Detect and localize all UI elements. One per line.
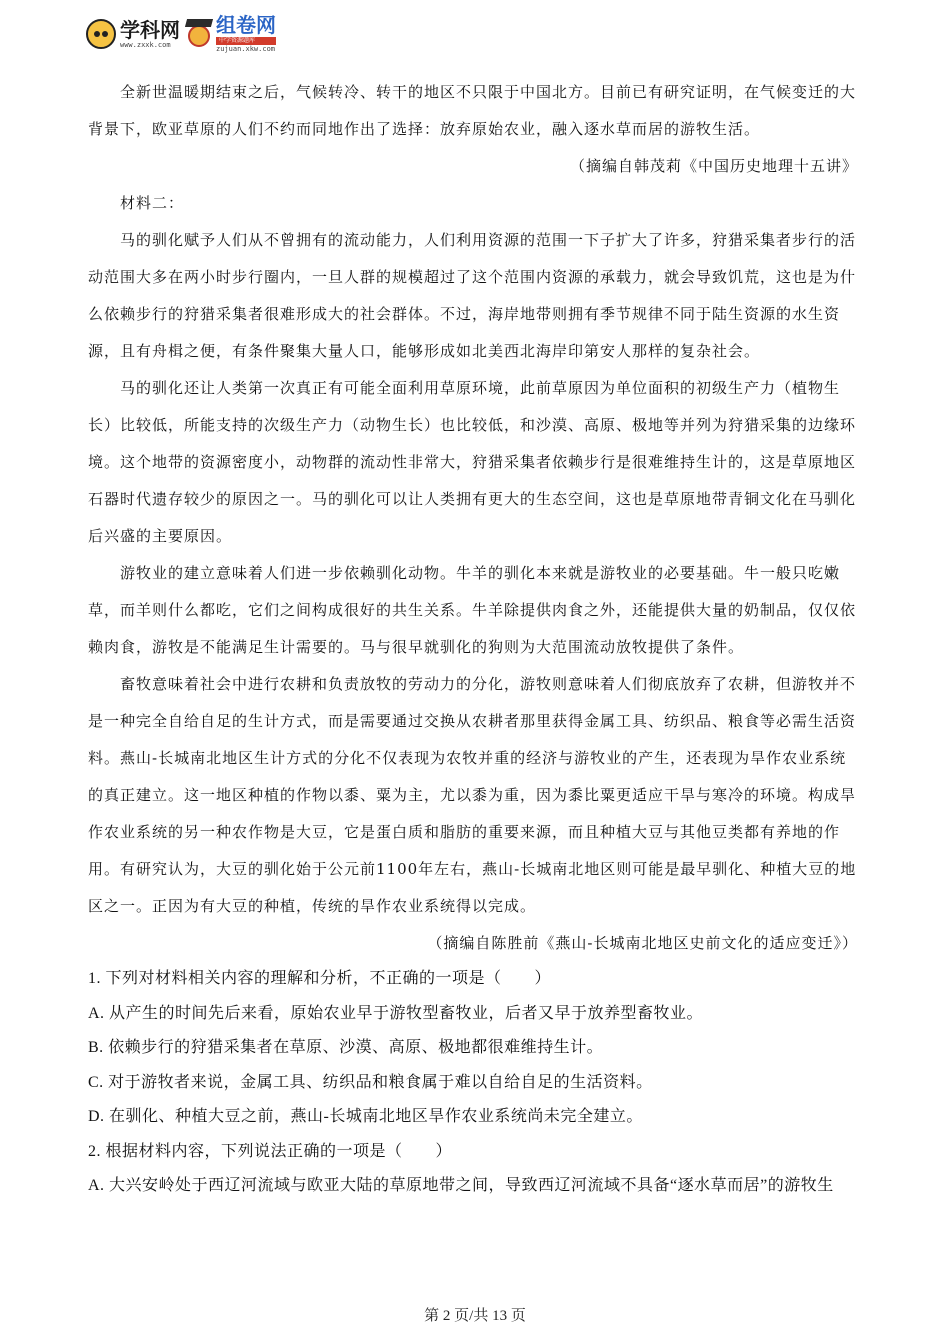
question-2-option-a: A. 大兴安岭处于西辽河流域与欧亚大陆的草原地带之间，导致西辽河流域不具备“逐水草而居”的游牧生 xyxy=(88,1177,834,1194)
logo-zujuan-url: zujuan.xkw.com xyxy=(216,45,276,53)
question-2-stem: 2. 根据材料内容，下列说法正确的一项是（ ） xyxy=(88,1142,453,1160)
logo-zujuan xyxy=(216,15,276,53)
page-header xyxy=(86,14,276,54)
logo-xueke xyxy=(120,17,180,49)
material-two-heading: 材料二： xyxy=(120,194,185,212)
student-logo-icon xyxy=(186,19,212,49)
logo-zujuan-name: 组卷网 xyxy=(216,13,276,37)
paragraph-grassland: 马的驯化还让人类第一次真正有可能全面利用草原环境，此前草原因为单位面积的初级生产力（植物生长）比较低，所能支持的次级生产力（动物生长）也比较低，和沙漠、高原、极地等并列为狩猎采集的边缘环境。这个地带的资源密度小，动物群的流动性非常大，狩猎采集者依赖步行是很难维持生计的，这是草原地区石器时代遗存较少的原因之一。马的驯化可以让人类拥有更大的生态空间，这也是草原地带青铜文化在马驯化后兴盛的主要原因。 xyxy=(88,379,857,545)
owl-logo-icon xyxy=(86,19,116,49)
paragraph-dry-farming: 畜牧意味着社会中进行农耕和负责放牧的劳动力的分化，游牧则意味着人们彻底放弃了农耕，但游牧并不是一种完全自给自足的生计方式，而是需要通过交换从农耕者那里获得金属工具、纺织品、粮食等必需生活资料。燕山-长城南北地区生计方式的分化不仅表现为农牧并重的经济与游牧业的产生，还表现为旱作农业系统的真正建立。这一地区种植的作物以黍、粟为主，尤以黍为重，因为黍比粟更适应干旱与寒冷的环境。构成旱作农业系统的另一种农作物是大豆，它是蛋白质和脂肪的重要来源，而且种植大豆与其他豆类都有养地的作用。有研究认为，大豆的驯化始于公元前1100年左右，燕山-长城南北地区则可能是最早驯化、种植大豆的地区之一。正因为有大豆的种植，传统的旱作农业系统得以完成。 xyxy=(88,675,857,915)
source-citation-1: （摘编自韩茂莉《中国历史地理十五讲》 xyxy=(569,157,858,175)
logo-xueke-url: www.zxxk.com xyxy=(120,40,171,49)
paragraph-climate: 全新世温暖期结束之后，气候转冷、转干的地区不只限于中国北方。目前已有研究证明，在气候变迁的大背景下，欧亚草原的人们不约而同地作出了选择：放弃原始农业，融入逐水草而居的游牧生活。 xyxy=(88,83,857,138)
question-1-option-c: C. 对于游牧者来说，金属工具、纺织品和粮食属于难以自给自足的生活资料。 xyxy=(88,1073,653,1091)
paragraph-pastoralism: 游牧业的建立意味着人们进一步依赖驯化动物。牛羊的驯化本来就是游牧业的必要基础。牛一般只吃嫩草，而羊则什么都吃，它们之间构成很好的共生关系。牛羊除提供肉食之外，还能提供大量的奶制品，仅仅依赖肉食，游牧是不能满足生计需要的。马与很早就驯化的狗则为大范围流动放牧提供了条件。 xyxy=(88,564,857,656)
question-1-option-a: A. 从产生的时间先后来看，原始农业早于游牧型畜牧业，后者又早于放养型畜牧业。 xyxy=(88,1004,704,1022)
document-body xyxy=(88,74,858,1204)
question-1-option-d: D. 在驯化、种植大豆之前，燕山-长城南北地区旱作农业系统尚未完全建立。 xyxy=(88,1108,643,1125)
page-number: 第 2 页/共 13 页 xyxy=(424,1308,526,1324)
question-1-stem: 1. 下列对材料相关内容的理解和分析，不正确的一项是（ ） xyxy=(88,970,552,987)
source-citation-2: （摘编自陈胜前《燕山-长城南北地区史前文化的适应变迁》） xyxy=(427,934,858,952)
paragraph-horse-mobility: 马的驯化赋予人们从不曾拥有的流动能力，人们利用资源的范围一下子扩大了许多，狩猎采集者步行的活动范围大多在两小时步行圈内，一旦人群的规模超过了这个范围内资源的承载力，就会导致饥荒，这也是为什么依赖步行的狩猎采集者很难形成大的社会群体。不过，海岸地带则拥有季节规律不同于陆生资源的水生资源，且有舟楫之便，有条件聚集大量人口，能够形成如北美西北海岸印第安人那样的复杂社会。 xyxy=(88,231,857,360)
question-1-option-b: B. 依赖步行的狩猎采集者在草原、沙漠、高原、极地都很难维持生计。 xyxy=(88,1039,604,1056)
logo-zujuan-tag: 中学资源题库 xyxy=(216,37,276,45)
logo-xueke-name: 学科网 xyxy=(120,17,180,42)
